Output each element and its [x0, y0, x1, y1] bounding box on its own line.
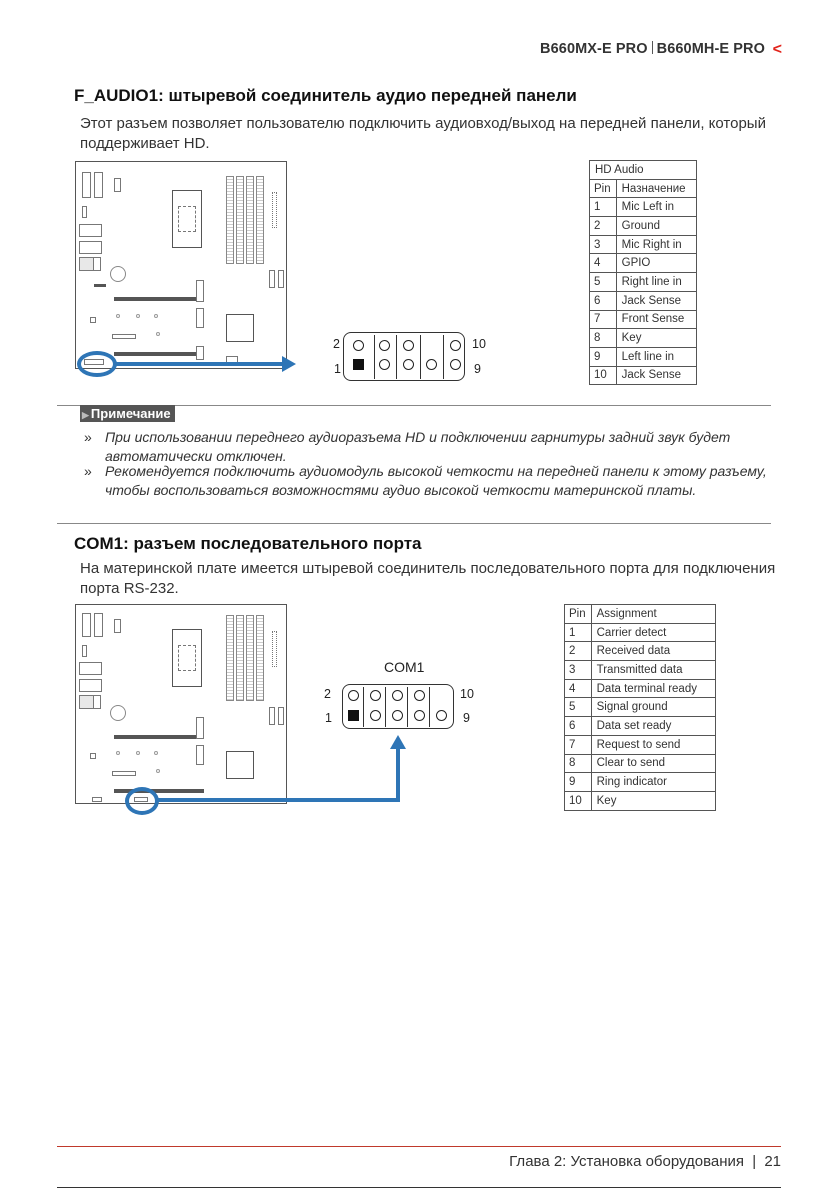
table-row: [565, 717, 716, 736]
pin-6: [392, 690, 403, 701]
assignment-cell: Transmitted data: [591, 661, 715, 680]
pin-5: [392, 710, 403, 721]
table-header-row: [590, 179, 697, 198]
pin-cell: 6: [590, 291, 617, 310]
pin-cell: 5: [565, 698, 592, 717]
assignment-cell: Signal ground: [591, 698, 715, 717]
assignment-cell: Data set ready: [591, 717, 715, 736]
motherboard-diagram-audio: [75, 161, 287, 369]
pin-cell: 4: [565, 679, 592, 698]
pin-cell: 4: [590, 254, 617, 273]
assignment-cell: Mic Left in: [616, 198, 696, 217]
pin-cell: 2: [565, 642, 592, 661]
assignment-cell: Front Sense: [616, 310, 696, 329]
pin-4: [370, 690, 381, 701]
footer-bottom-rule: [57, 1187, 781, 1188]
table-row: [565, 791, 716, 810]
pin-cell: 1: [590, 198, 617, 217]
table-caption: HD Audio: [590, 161, 697, 180]
com1-pin-table: [564, 604, 716, 811]
pin-cell: 8: [565, 754, 592, 773]
table-row: [565, 698, 716, 717]
table-row: [590, 347, 697, 366]
assignment-cell: Data terminal ready: [591, 679, 715, 698]
bullet-icon: »: [84, 429, 92, 445]
table-row: [590, 329, 697, 348]
pin-label-10: 10: [472, 337, 486, 351]
pin-cell: 9: [565, 773, 592, 792]
pin-9: [450, 359, 461, 370]
column-header: Назначение: [616, 179, 696, 198]
table-row: [590, 235, 697, 254]
note-divider-bottom: [57, 523, 771, 524]
table-header-row: [565, 605, 716, 624]
pin-label-1: 1: [325, 711, 332, 725]
audio-section-description: Этот разъем позволяет пользователю подключить аудиовход/выход на передней панели, который поддерживает HD.: [80, 115, 766, 152]
model-name-a: B660MX-E PRO: [540, 41, 648, 57]
pin-label-9: 9: [463, 711, 470, 725]
com1-arrow-vertical: [396, 748, 400, 802]
pin-label-2: 2: [324, 687, 331, 701]
footer-separator: |: [752, 1153, 757, 1170]
table-row: [565, 623, 716, 642]
assignment-cell: Left line in: [616, 347, 696, 366]
pin-cell: 3: [590, 235, 617, 254]
hd-audio-pin-table: [589, 160, 697, 385]
bullet-icon: »: [84, 463, 92, 479]
pin-cell: 6: [565, 717, 592, 736]
footer-rule: [57, 1146, 781, 1147]
assignment-cell: Carrier detect: [591, 623, 715, 642]
pin-cell: 10: [590, 366, 617, 385]
column-header: Assignment: [591, 605, 715, 624]
note-item: [84, 462, 774, 500]
pin-label-10: 10: [460, 687, 474, 701]
assignment-cell: Mic Right in: [616, 235, 696, 254]
note-label: [80, 405, 175, 422]
note-item-text: При использовании переднего аудиоразъема HD и подключении гарнитуры задний звук будет автоматически отключен.: [105, 429, 731, 464]
assignment-cell: Jack Sense: [616, 291, 696, 310]
pin-10: [450, 340, 461, 351]
pin-label-2: 2: [333, 337, 340, 351]
pin-1: [353, 359, 364, 370]
pin-cell: 9: [590, 347, 617, 366]
assignment-cell: Request to send: [591, 735, 715, 754]
table-row: [590, 273, 697, 292]
assignment-cell: Clear to send: [591, 754, 715, 773]
model-name-b: B660MH-E PRO: [656, 41, 765, 57]
assignment-cell: Jack Sense: [616, 366, 696, 385]
com-section-description: На материнской плате имеется штыревой соединитель последовательного порта для подключения порта RS-232.: [80, 560, 776, 597]
column-header: Pin: [565, 605, 592, 624]
table-row: [565, 661, 716, 680]
pin-4: [379, 340, 390, 351]
pin-cell: 8: [590, 329, 617, 348]
pin-label-9: 9: [474, 362, 481, 376]
table-row: [590, 254, 697, 273]
assignment-cell: Key: [591, 791, 715, 810]
arrow-head-right-icon: [282, 356, 296, 372]
audio-section-title: F_AUDIO1: штыревой соединитель аудио передней панели: [74, 86, 577, 105]
f-audio1-highlight-ring: [77, 351, 117, 377]
table-row: [590, 310, 697, 329]
com-section-title: COM1: разъем последовательного порта: [74, 534, 422, 553]
chapter-title: Глава 2: Установка оборудования: [509, 1153, 745, 1170]
assignment-cell: Received data: [591, 642, 715, 661]
pin-cell: 7: [590, 310, 617, 329]
pin-cell: 10: [565, 791, 592, 810]
table-row: [565, 754, 716, 773]
motherboard-diagram-com: [75, 604, 287, 804]
table-row: [590, 198, 697, 217]
com1-arrow-horizontal: [158, 798, 400, 802]
pin-label-1: 1: [334, 362, 341, 376]
assignment-cell: Right line in: [616, 273, 696, 292]
pin-cell: 2: [590, 217, 617, 236]
table-row: [590, 291, 697, 310]
assignment-cell: Ground: [616, 217, 696, 236]
table-caption-row: [590, 161, 697, 180]
pin-8: [414, 690, 425, 701]
assignment-cell: Ring indicator: [591, 773, 715, 792]
page-number: 21: [764, 1153, 781, 1170]
table-row: [565, 642, 716, 661]
note-item: [84, 428, 774, 466]
assignment-cell: Key: [616, 329, 696, 348]
table-row: [565, 735, 716, 754]
pin-9: [436, 710, 447, 721]
com1-highlight-ring: [125, 787, 159, 815]
com1-header-title: COM1: [384, 659, 425, 675]
pin-cell: 5: [590, 273, 617, 292]
pin-2: [348, 690, 359, 701]
f-audio1-arrow: [116, 362, 284, 366]
table-row: [590, 217, 697, 236]
column-header: Pin: [590, 179, 617, 198]
f-audio1-pin-header: [343, 332, 465, 381]
pin-cell: 3: [565, 661, 592, 680]
triangle-right-icon: ▶: [82, 410, 89, 420]
pin-3: [370, 710, 381, 721]
assignment-cell: GPIO: [616, 254, 696, 273]
arrow-head-up-icon: [390, 735, 406, 749]
pin-7: [414, 710, 425, 721]
chevron-left-icon: <: [772, 41, 782, 58]
pin-5: [403, 359, 414, 370]
pin-1: [348, 710, 359, 721]
pin-6: [403, 340, 414, 351]
table-row: [565, 679, 716, 698]
pin-7: [426, 359, 437, 370]
pin-2: [353, 340, 364, 351]
pin-cell: 7: [565, 735, 592, 754]
pin-3: [379, 359, 390, 370]
note-label-text: Примечание: [90, 406, 171, 421]
table-row: [590, 366, 697, 385]
pin-cell: 1: [565, 623, 592, 642]
document-header: [540, 41, 765, 57]
table-row: [565, 773, 716, 792]
note-item-text: Рекомендуется подключить аудиомодуль высокой четкости на передней панели к этому разъему, чтобы воспользоваться возможностями аудио высокой четкости материнской платы.: [105, 463, 767, 498]
header-separator: [652, 41, 653, 54]
page-footer: [509, 1153, 781, 1170]
